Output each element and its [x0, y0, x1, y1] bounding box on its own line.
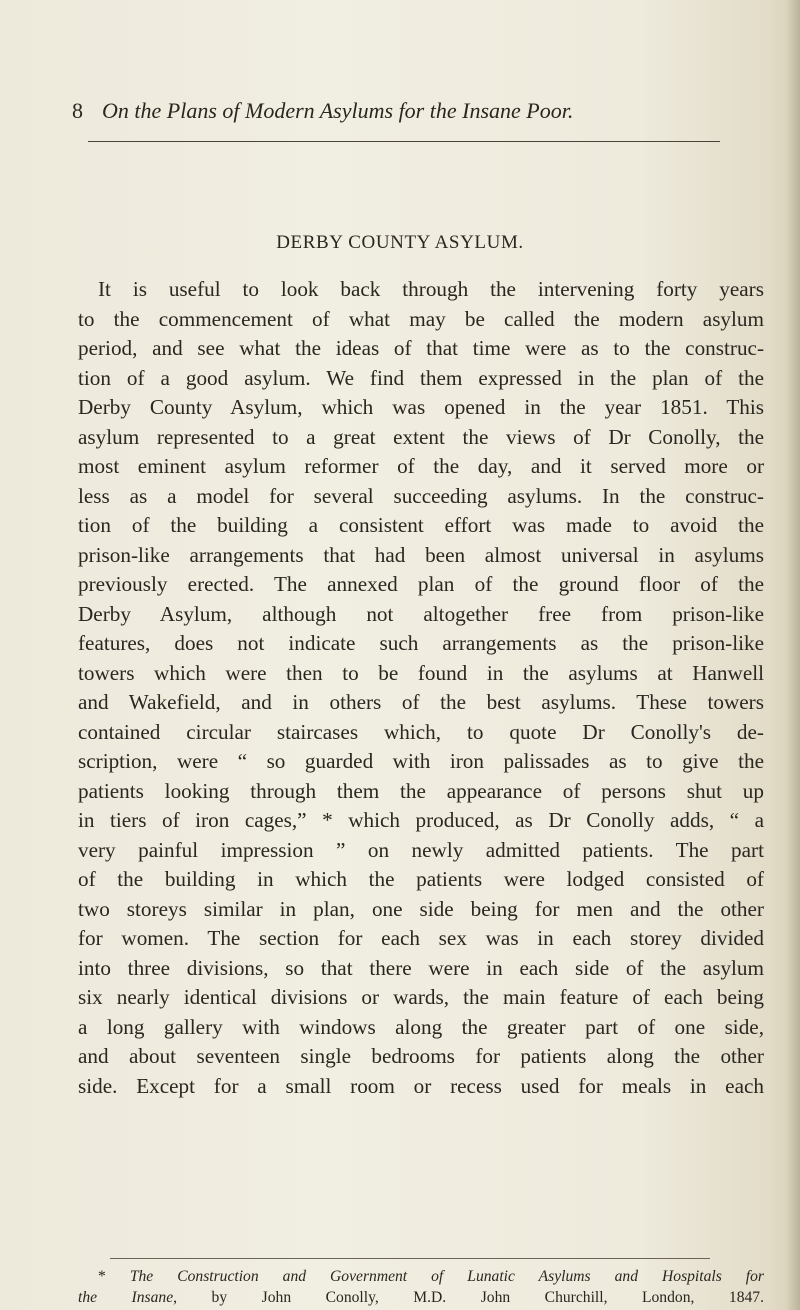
footnote-citation: , by John Conolly, M.D. John Churchill, London, 1847. — [173, 1289, 764, 1306]
body-line: of the building in which the patients were lodged consisted of — [78, 867, 764, 891]
body-line: Derby Asylum, although not altogether free from prison-like — [78, 601, 764, 626]
page-number: 8 — [72, 98, 83, 123]
body-line: patients looking through them the appearance of persons shut up — [78, 778, 764, 803]
footnote-rule — [110, 1258, 710, 1259]
footnote-title: The Construction and Government of Lunatic Asylums and Hospitals for — [129, 1268, 765, 1285]
running-title: On the Plans of Modern Asylums for the Insane Poor. — [102, 98, 574, 123]
body-line: a long gallery with windows along the greater part of one side, — [78, 1014, 764, 1039]
body-line: two storeys similar in plan, one side being for men and the other — [78, 896, 764, 921]
body-line: It is useful to look back through the intervening forty years — [98, 277, 764, 301]
body-text — [78, 275, 764, 1101]
page-header — [72, 98, 752, 132]
page-edge-shadow — [786, 0, 800, 1310]
section-heading: DERBY COUNTY ASYLUM. — [276, 232, 524, 253]
body-line: features, does not indicate such arrangements as the prison-like — [78, 631, 764, 655]
body-line: tion of a good asylum. We find them expressed in the plan of the — [78, 365, 764, 390]
body-line: very painful impression ” on newly admitted patients. The part — [78, 837, 764, 862]
body-line: most eminent asylum reformer of the day, and it served more or — [78, 454, 764, 478]
footnote-line-1 — [78, 1266, 764, 1287]
header-rule — [88, 141, 720, 142]
body-line: Derby County Asylum, which was opened in the year 1851. This — [78, 395, 764, 419]
body-line: period, and see what the ideas of that time were as to the construc- — [78, 336, 764, 360]
body-line: in tiers of iron cages,” * which produced, as Dr Conolly adds, “ a — [78, 808, 764, 832]
body-line: to the commencement of what may be called the modern asylum — [78, 306, 764, 331]
body-line: contained circular staircases which, to quote Dr Conolly's de- — [78, 719, 764, 744]
body-line: previously erected. The annexed plan of the ground floor of the — [78, 572, 764, 596]
footnote — [78, 1266, 764, 1308]
body-line: and about seventeen single bedrooms for patients along the other — [78, 1044, 764, 1068]
body-line: tion of the building a consistent effort was made to avoid the — [78, 513, 764, 537]
body-line: side. Except for a small room or recess used for meals in each — [78, 1073, 764, 1098]
body-line: less as a model for several succeeding asylums. In the construc- — [78, 483, 764, 508]
body-line: asylum represented to a great extent the views of Dr Conolly, the — [78, 424, 764, 449]
body-line: prison-like arrangements that had been almost universal in asylums — [78, 542, 764, 567]
body-line: six nearly identical divisions or wards, the main feature of each being — [78, 985, 764, 1009]
body-line: into three divisions, so that there were in each side of the asylum — [78, 955, 764, 980]
footnote-title-cont: the Insane — [78, 1289, 174, 1306]
footnote-marker: * — [98, 1268, 130, 1285]
body-line: towers which were then to be found in the asylums at Hanwell — [78, 660, 764, 685]
body-line: scription, were “ so guarded with iron palissades as to give the — [78, 749, 764, 773]
body-line: and Wakefield, and in others of the best asylums. These towers — [78, 690, 764, 714]
footnote-line-2 — [78, 1287, 764, 1308]
body-line: for women. The section for each sex was in each storey divided — [78, 926, 764, 950]
